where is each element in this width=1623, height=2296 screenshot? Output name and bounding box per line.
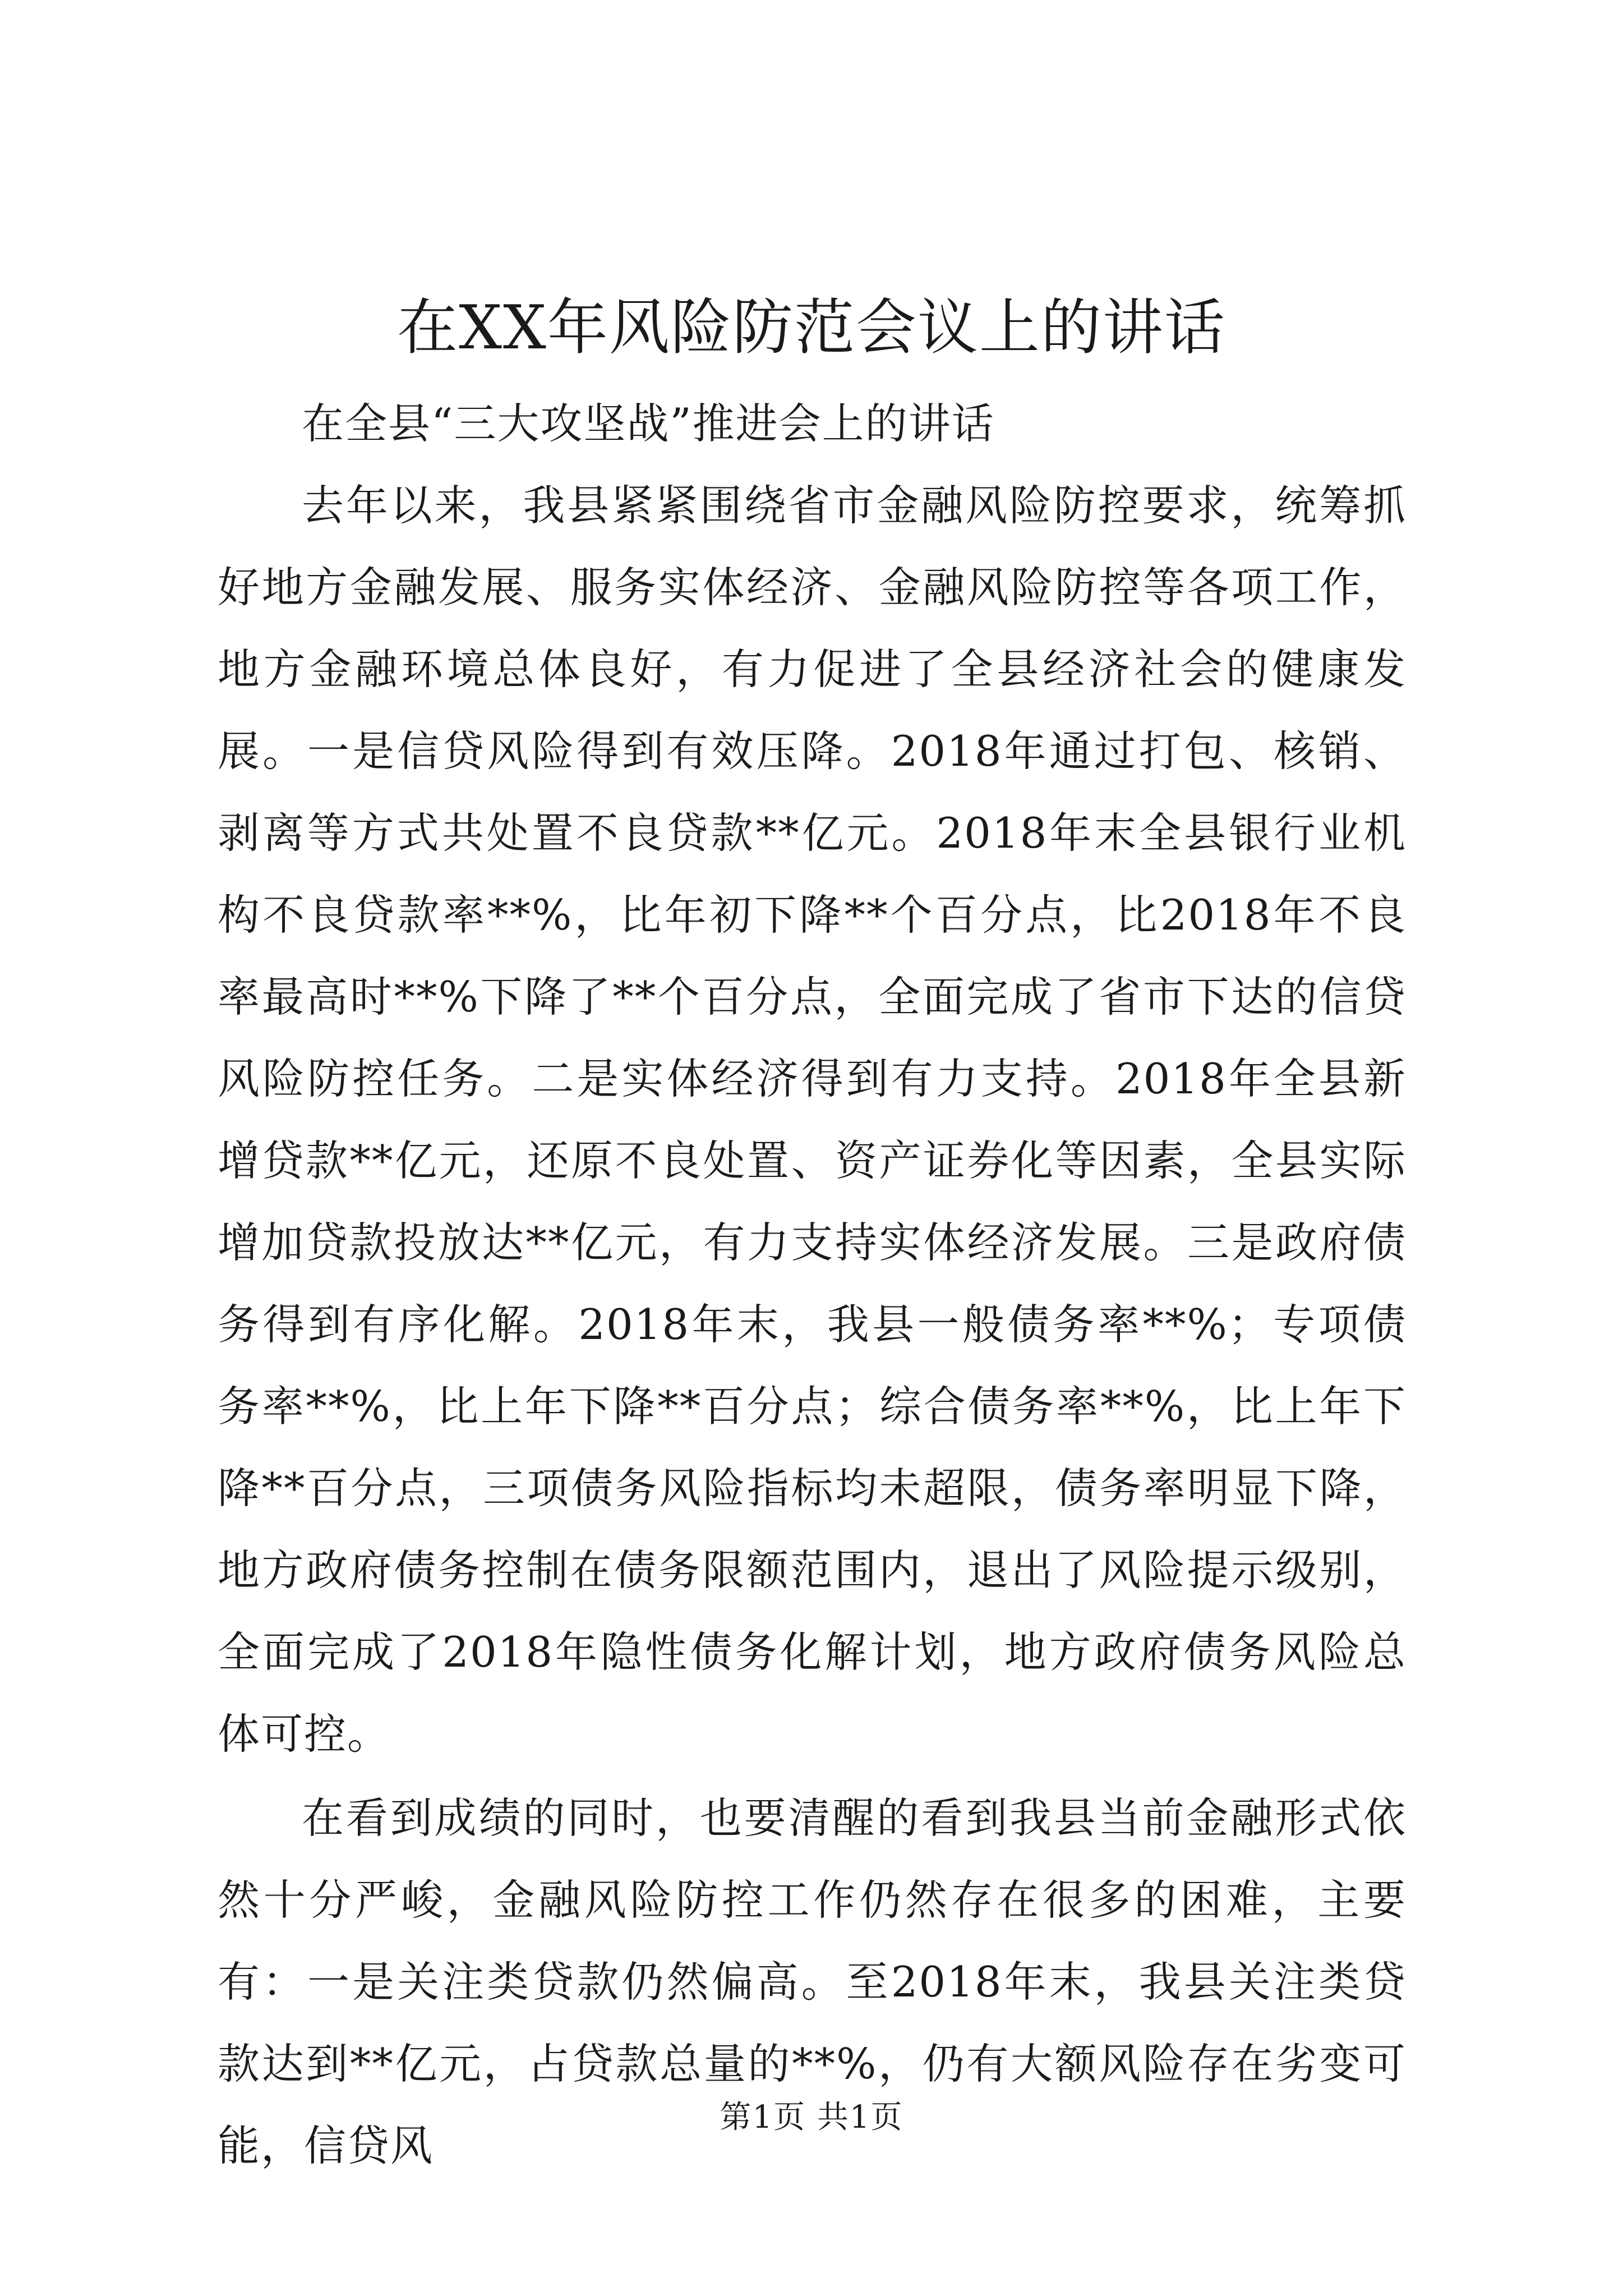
body-paragraph-1: 去年以来，我县紧紧围绕省市金融风险防控要求，统筹抓好地方金融发展、服务实体经济、金融风险防控等各项工作，地方金融环境总体良好，有力促进了全县经济社会的健康发展。一是信贷风险得到有效压降。2018年通过打包、核销、剥离等方式共处置不良贷款**亿元。2018年末全县银行业机构不良贷款率**%，比年初下降**个百分点，比2018年不良率最高时**%下降了**个百分点，全面完成了省市下达的信贷风险防控任务。二是实体经济得到有力支持。2018年全县新增贷款**亿元，还原不良处置、资产证券化等因素，全县实际增加贷款投放达**亿元，有力支持实体经济发展。三是政府债务得到有序化解。2018年末，我县一般债务率**%；专项债务率**%，比上年下降**百分点；综合债务率**%，比上年下降**百分点，三项债务风险指标均未超限，债务率明显下降，地方政府债务控制在债务限额范围内，退出了风险提示级别，全面完成了2018年隐性债务化解计划，地方政府债务风险总体可控。 [218, 481, 1407, 1759]
body-paragraph-2: 在看到成绩的同时，也要清醒的看到我县当前金融形式依然十分严峻，金融风险防控工作仍然存在很多的困难，主要有：一是关注类贷款仍然偏高。至2018年末，我县关注类贷款达到**亿元，占贷款总量的**%，仍有大额风险存在劣变可能，信贷风 [218, 1793, 1407, 2170]
page-number-footer: 第1页 共1页 [720, 2099, 903, 2136]
document-subtitle: 在全县“三大攻坚战”推进会上的讲话 [302, 399, 995, 448]
document-body [218, 383, 1407, 2187]
document-title: 在XX年风险防范会议上的讲话 [397, 293, 1226, 363]
